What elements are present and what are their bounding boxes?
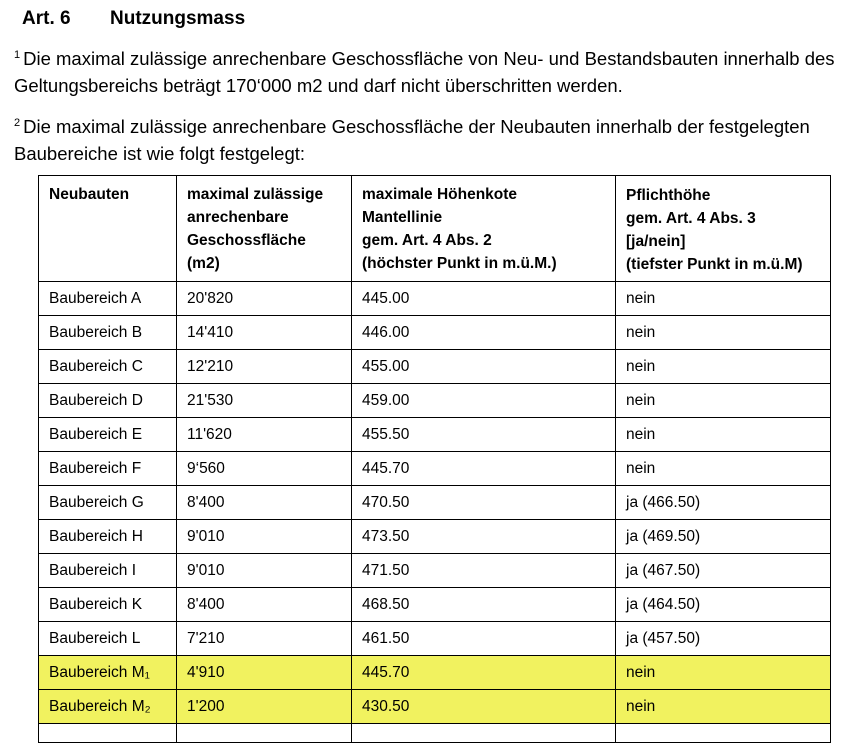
cell-hoehenkote: 459.00	[352, 384, 616, 418]
cell-cut-off	[352, 724, 616, 743]
cell-geschossflaeche: 12'210	[177, 350, 352, 384]
cell-pflichthoehe: nein	[616, 316, 831, 350]
table-row	[39, 282, 831, 316]
cell-geschossflaeche: 8'400	[177, 588, 352, 622]
table-row	[39, 384, 831, 418]
paragraph-1-text: Die maximal zulässige anrechenbare Geschossfläche von Neu- und Bestandsbauten innerhalb des Geltungsbereichs beträgt 170‘000 m2 und darf nicht überschritten werden.	[14, 48, 835, 96]
cell-geschossflaeche: 7'210	[177, 622, 352, 656]
cell-hoehenkote: 445.70	[352, 452, 616, 486]
table-row	[39, 656, 831, 690]
table-row	[39, 350, 831, 384]
header-line: maximal zulässige	[187, 186, 324, 203]
header-neubauten	[39, 176, 177, 282]
header-line: (tiefster Punkt in m.ü.M)	[626, 256, 803, 273]
cell-pflichthoehe: nein	[616, 452, 831, 486]
cell-geschossflaeche: 20'820	[177, 282, 352, 316]
paragraph-2-text: Die maximal zulässige anrechenbare Geschossfläche der Neubauten innerhalb der festgelegten Baubereiche ist wie folgt festgelegt:	[14, 116, 810, 164]
table-row	[39, 622, 831, 656]
header-hoehenkote	[352, 176, 616, 282]
cell-pflichthoehe: ja (464.50)	[616, 588, 831, 622]
header-line: anrechenbare	[187, 209, 289, 226]
cell-baubereich: Baubereich E	[39, 418, 177, 452]
cell-baubereich: Baubereich I	[39, 554, 177, 588]
header-pflichthoehe	[616, 176, 831, 282]
cell-geschossflaeche: 11'620	[177, 418, 352, 452]
cell-pflichthoehe: nein	[616, 350, 831, 384]
cell-geschossflaeche: 9'010	[177, 520, 352, 554]
header-geschossflaeche	[177, 176, 352, 282]
header-line: gem. Art. 4 Abs. 3	[626, 210, 756, 227]
cell-hoehenkote: 455.00	[352, 350, 616, 384]
paragraph-1-number: 1	[14, 49, 21, 61]
cell-geschossflaeche: 8'400	[177, 486, 352, 520]
cell-pflichthoehe: ja (467.50)	[616, 554, 831, 588]
cell-hoehenkote: 473.50	[352, 520, 616, 554]
cell-pflichthoehe: nein	[616, 384, 831, 418]
article-title: Nutzungsmass	[110, 8, 246, 29]
table-row	[39, 588, 831, 622]
table-row	[39, 554, 831, 588]
header-line: Mantellinie	[362, 209, 443, 226]
cell-geschossflaeche: 21'530	[177, 384, 352, 418]
cell-baubereich: Baubereich L	[39, 622, 177, 656]
table-header-row	[39, 176, 831, 282]
cell-hoehenkote: 470.50	[352, 486, 616, 520]
header-line: Pflichthöhe	[626, 187, 711, 204]
cell-baubereich: Baubereich B	[39, 316, 177, 350]
cell-hoehenkote: 455.50	[352, 418, 616, 452]
cell-baubereich: Baubereich C	[39, 350, 177, 384]
table-body	[39, 282, 831, 743]
cell-geschossflaeche: 1'200	[177, 690, 352, 724]
cell-baubereich: Baubereich F	[39, 452, 177, 486]
cell-baubereich: Baubereich A	[39, 282, 177, 316]
header-line: Neubauten	[49, 186, 130, 203]
cell-geschossflaeche: 14'410	[177, 316, 352, 350]
cell-cut-off	[177, 724, 352, 743]
cell-pflichthoehe: ja (457.50)	[616, 622, 831, 656]
cell-geschossflaeche: 9‘560	[177, 452, 352, 486]
table-row	[39, 486, 831, 520]
cell-baubereich: Baubereich D	[39, 384, 177, 418]
cell-baubereich: Baubereich H	[39, 520, 177, 554]
cell-hoehenkote: 445.00	[352, 282, 616, 316]
header-line: (höchster Punkt in m.ü.M.)	[362, 255, 557, 272]
cell-pflichthoehe: nein	[616, 690, 831, 724]
cell-baubereich: Baubereich K	[39, 588, 177, 622]
floor-area-table	[38, 175, 831, 743]
cell-geschossflaeche: 4'910	[177, 656, 352, 690]
paragraph-1	[14, 42, 850, 99]
header-line: Geschossfläche	[187, 232, 306, 249]
article-number: Art. 6	[22, 8, 71, 29]
cell-hoehenkote: 461.50	[352, 622, 616, 656]
cell-baubereich: Baubereich M₂	[39, 690, 177, 724]
cell-geschossflaeche: 9'010	[177, 554, 352, 588]
cell-cut-off	[616, 724, 831, 743]
cell-pflichthoehe: nein	[616, 418, 831, 452]
cell-hoehenkote: 468.50	[352, 588, 616, 622]
table-row-cut-off	[39, 724, 831, 743]
cell-pflichthoehe: nein	[616, 282, 831, 316]
cell-pflichthoehe: ja (466.50)	[616, 486, 831, 520]
cell-baubereich: Baubereich M₁	[39, 656, 177, 690]
cell-hoehenkote: 445.70	[352, 656, 616, 690]
paragraph-2	[14, 110, 850, 167]
cell-hoehenkote: 446.00	[352, 316, 616, 350]
table-row	[39, 452, 831, 486]
header-line: (m2)	[187, 255, 220, 272]
cell-cut-off	[39, 724, 177, 743]
cell-baubereich: Baubereich G	[39, 486, 177, 520]
cell-hoehenkote: 430.50	[352, 690, 616, 724]
cell-pflichthoehe: ja (469.50)	[616, 520, 831, 554]
header-line: [ja/nein]	[626, 233, 686, 250]
cell-hoehenkote: 471.50	[352, 554, 616, 588]
header-line: maximale Höhenkote	[362, 186, 518, 203]
table-row	[39, 418, 831, 452]
table-row	[39, 520, 831, 554]
table-row	[39, 316, 831, 350]
table-row	[39, 690, 831, 724]
header-line: gem. Art. 4 Abs. 2	[362, 232, 492, 249]
paragraph-2-number: 2	[14, 117, 21, 129]
cell-pflichthoehe: nein	[616, 656, 831, 690]
article-heading	[22, 8, 245, 30]
